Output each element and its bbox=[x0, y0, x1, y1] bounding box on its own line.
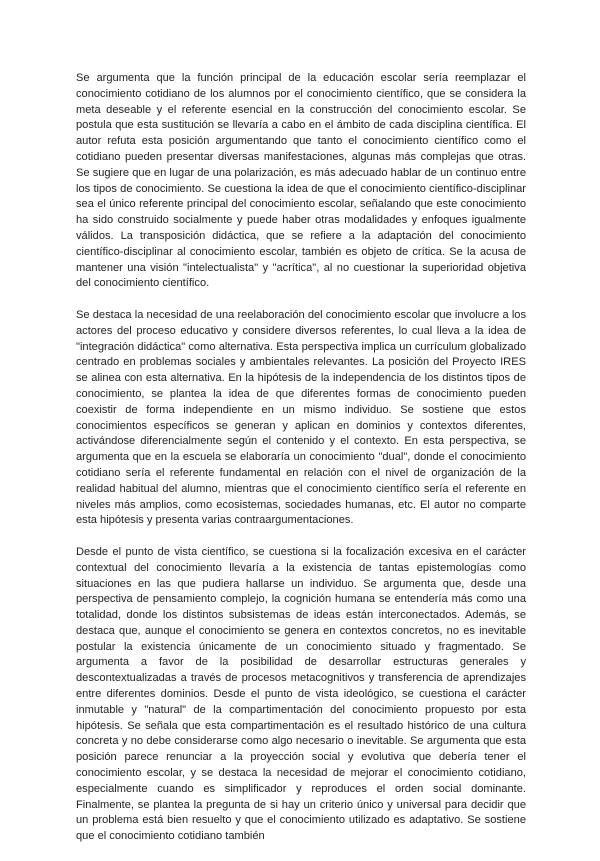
paragraph-punto-de-vista-cientifico: Desde el punto de vista científico, se cuestiona si la focalización excesiva en el carácter contextual del conocimiento llevaría a la existencia de tantas epistemologías como situaciones en las que pudiera hallarse un individuo. Se argumenta que, desde una perspectiva de pensamiento complejo, la cognición humana se entendería más como una totalidad, donde los distintos subsistemas de ideas están interconectados. Además, se destaca que, aunque el conocimiento se genera en contextos concretos, no es inevitable postular la existencia únicamente de un conocimiento situado y fragmentado. Se argumenta a favor de la posibilidad de desarrollar estructuras generales y descontextualizadas a través de procesos metacognitivos y transferencia de aprendizajes entre diferentes dominios. Desde el punto de vista ideológico, se cuestiona el carácter inmutable y "natural" de la compartimentación del conocimiento propuesto por esta hipótesis. Se señala que esta compartimentación es el resultado histórico de una cultura concreta y no debe considerarse como algo necesario o inevitable. Se argumenta que esta posición parece renunciar a la proyección social y evolutiva que debería tener el conocimiento escolar, y se destaca la necesidad de mejorar el conocimiento cotidiano, especialmente cuando es simplificador y reproduces el orden social dominante. Finalmente, se plantea la pregunta de si hay un criterio único y universal para decidir que un problema está bien resuelto y que el conocimiento utilizado es adaptativo. Se sostiene que el conocimiento cotidiano también bbox=[76, 545, 526, 843]
paragraph-conocimiento-cientifico: Se argumenta que la función principal de la educación escolar sería reemplazar el conocimiento cotidiano de los alumnos por el conocimiento científico, que se considera la meta deseable y el referente esencial en la construcción del conocimiento escolar. Se postula que esta sustitución se llevaría a cabo en el ámbito de cada disciplina científica. El autor refuta esta posición argumentando que tanto el conocimiento científico como el cotidiano pueden presentar diversas manifestaciones, algunas más complejas que otras. Se sugiere que en lugar de una polarización, es más adecuado hablar de un continuo entre los tipos de conocimiento. Se cuestiona la idea de que el conocimiento científico-disciplinar sea el único referente principal del conocimiento escolar, señalando que este conocimiento ha sido construido socialmente y puede haber otras modalidades y enfoques igualmente válidos. La transposición didáctica, que se refiere a la adaptación del conocimiento científico-disciplinar al conocimiento escolar, también es objeto de crítica. Se la acusa de mantener una visión "intelectualista" y "acrítica", al no cuestionar la superioridad objetiva del conocimiento científico. bbox=[76, 72, 526, 290]
paragraph-integracion-didactica: Se destaca la necesidad de una reelaboración del conocimiento escolar que involucre a los actores del proceso educativo y considere diversos referentes, lo cual lleva a la idea de "integración didáctica" como alternativa. Esta perspectiva implica un currículum globalizado centrado en problemas sociales y ambientales relevantes. La posición del Proyecto IRES se alinea con esta alternativa. En la hipótesis de la independencia de los distintos tipos de conocimiento, se plantea la idea de que diferentes formas de conocimiento pueden coexistir de forma independiente en un mismo individuo. Se sostiene que estos conocimientos específicos se generan y aplican en dominios y contextos diferentes, activándose diferencialmente según el contenido y el contexto. En esta perspectiva, se argumenta que en la escuela se elaboraría un conocimiento "dual", donde el conocimiento cotidiano sería el referente fundamental en relación con el nivel de organización de la realidad habitual del alumno, mientras que el conocimiento científico sería el referente en niveles más amplios, como ecosistemas, sociedades humanas, etc. El autor no comparte esta hipótesis y presenta varias contraargumentaciones. bbox=[76, 308, 526, 527]
document-page bbox=[76, 71, 526, 861]
